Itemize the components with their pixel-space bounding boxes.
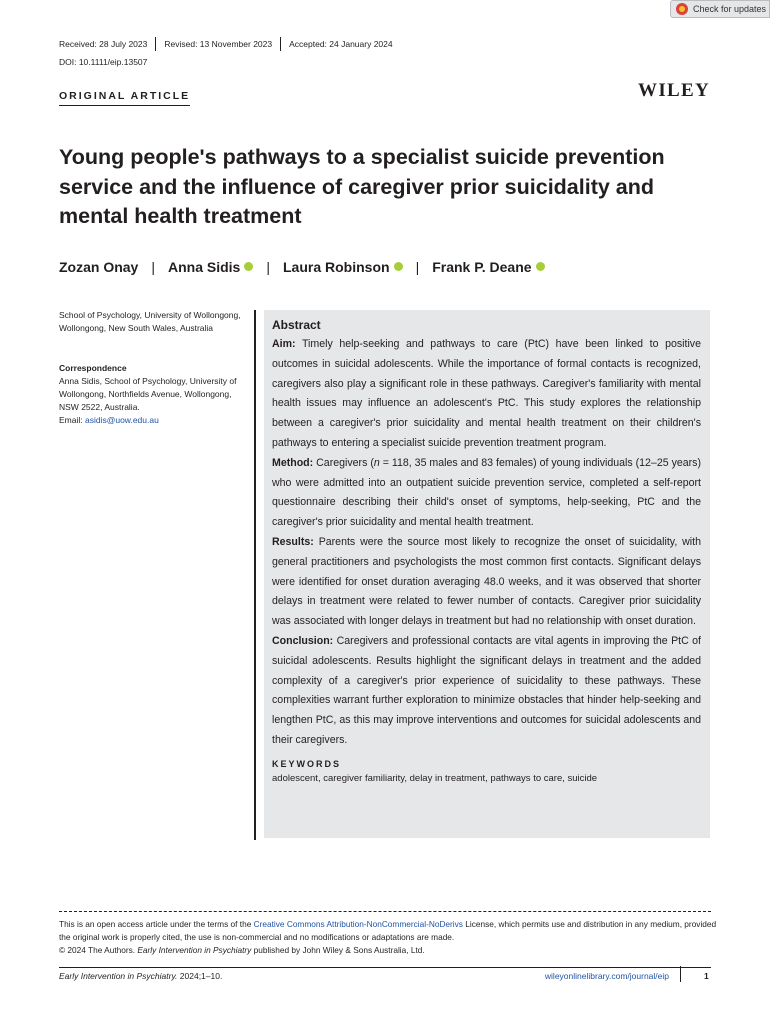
license-pre: This is an open access article under the terms of the	[59, 919, 254, 929]
journal-citation	[59, 971, 222, 981]
revised-date: Revised: 13 November 2023	[155, 37, 280, 51]
author-separator: |	[151, 259, 155, 275]
results-text: Parents were the source most likely to recognize the onset of suicidality, with general practitioners and psychologists the most common first contacts. Significant delays were identified for onset duration averaging 48.0 weeks, and it was observed that shorter delays in treatment were related to fewer number of contacts. Caregiver prior suicidality was associated with longer delays in treatment but had no relationship with onset duration.	[272, 535, 701, 628]
email-link[interactable]: asidis@uow.edu.au	[84, 415, 159, 425]
correspondence-address: Anna Sidis, School of Psychology, University of Wollongong, Northfields Avenue, Wollongong, NSW 2522, Australia.	[59, 376, 237, 412]
publisher-logo: WILEY	[638, 80, 710, 101]
method-n: n	[373, 456, 380, 469]
page-number-separator	[680, 966, 681, 982]
license-text	[59, 918, 719, 944]
conclusion-text: Caregivers and professional contacts are vital agents in improving the PtC of suicidal adolescents. Results highlight the significant delays in treatment and the added complexity of a caregiver's prior experience of suicidality to these pathways. These complexities warrant further exploration to minimize obstacles that hinder help-seeking and lengthen PtC, as this may improve interventions and outcomes for suicidal adolescents and their caregivers.	[272, 634, 701, 746]
abstract-conclusion	[272, 632, 701, 751]
copyright-pre: © 2024 The Authors.	[59, 945, 138, 955]
keywords: adolescent, caregiver familiarity, delay in treatment, pathways to care, suicide	[272, 772, 598, 784]
journal-name: Early Intervention in Psychiatry.	[59, 971, 178, 981]
orcid-icon[interactable]	[244, 262, 253, 271]
author-name[interactable]: Laura Robinson	[283, 259, 390, 275]
page-number: 1	[704, 971, 709, 981]
method-text-cont: = 118, 35 males and 83 females) of young individuals (12–25 years) who were admitted into an outpatient suicide prevention service, completed a self-report questionnaire describing their child's onset of symptoms, help-seeking, PtC and the caregiver's prior suicidality and mental health treatment.	[272, 456, 702, 529]
results-label: Results:	[272, 535, 314, 548]
author-name[interactable]: Zozan Onay	[59, 259, 139, 275]
aim-label: Aim:	[272, 338, 296, 350]
citation-info: 2024;1–10.	[177, 971, 223, 981]
author-separator: |	[415, 259, 420, 275]
copyright-line	[59, 944, 719, 957]
method-text: Caregivers (	[316, 456, 374, 469]
affiliation: School of Psychology, University of Wollongong, Wollongong, New South Wales, Australia	[59, 310, 241, 333]
copyright-journal: Early Intervention in Psychiatry	[137, 945, 252, 955]
journal-website-link[interactable]: wileyonlinelibrary.com/journal/eip	[544, 971, 669, 981]
footnote-divider	[59, 911, 711, 912]
license-post: License, which permits use and distribution in any medium, provided the original work is properly cited, the use is non-commercial and no modifications or adaptations are made.	[59, 919, 717, 942]
abstract-results	[272, 533, 701, 632]
accepted-date: Accepted: 24 January 2024	[280, 37, 401, 51]
check-for-updates-button[interactable]	[670, 0, 770, 18]
license-note	[59, 918, 719, 957]
orcid-icon[interactable]	[536, 262, 545, 271]
email-label: Email:	[59, 415, 85, 425]
correspondence-heading: Correspondence	[59, 363, 127, 373]
author-name[interactable]: Anna Sidis	[168, 259, 241, 275]
license-link[interactable]: Creative Commons Attribution-NonCommercial-NoDerivs	[253, 919, 463, 929]
doi: DOI: 10.1111/eip.13507	[59, 57, 148, 67]
abstract-heading: Abstract	[272, 318, 321, 332]
check-updates-icon	[676, 3, 688, 15]
abstract-method	[272, 454, 701, 533]
aim-text: Timely help-seeking and pathways to care (PtC) have been linked to positive outcomes in suicidal adolescents. While the importance of formal contacts is recognized, caregivers also play a significant role in these pathways. Caregiver's familiarity with mental health issues may influence an adolescent's PtC. This study explores the relationship between a caregiver's prior suicidality and mental health treatment on their children's pathways to entering a specialist suicide prevention treatment program.	[272, 338, 701, 449]
article-title: Young people's pathways to a specialist suicide prevention service and the influence of caregiver prior suicidality and mental health treatment	[59, 145, 665, 228]
footer-divider	[59, 967, 711, 968]
orcid-icon[interactable]	[394, 262, 403, 271]
keywords-heading: KEYWORDS	[272, 758, 342, 769]
correspondence-email	[59, 414, 249, 427]
check-updates-label: Check for updates	[693, 4, 767, 14]
author-separator: |	[266, 259, 270, 275]
copyright-post: published by John Wiley & Sons Australia, Ltd.	[251, 945, 425, 955]
conclusion-label: Conclusion:	[272, 634, 334, 647]
article-history	[59, 37, 401, 51]
correspondence	[59, 362, 249, 427]
method-label: Method:	[272, 456, 314, 469]
author-name[interactable]: Frank P. Deane	[432, 259, 532, 275]
article-type: ORIGINAL ARTICLE	[59, 90, 190, 106]
abstract-box	[264, 310, 710, 838]
sidebar-divider	[254, 310, 256, 840]
received-date: Received: 28 July 2023	[59, 39, 148, 49]
abstract-aim	[272, 335, 701, 454]
author-list	[59, 259, 545, 275]
